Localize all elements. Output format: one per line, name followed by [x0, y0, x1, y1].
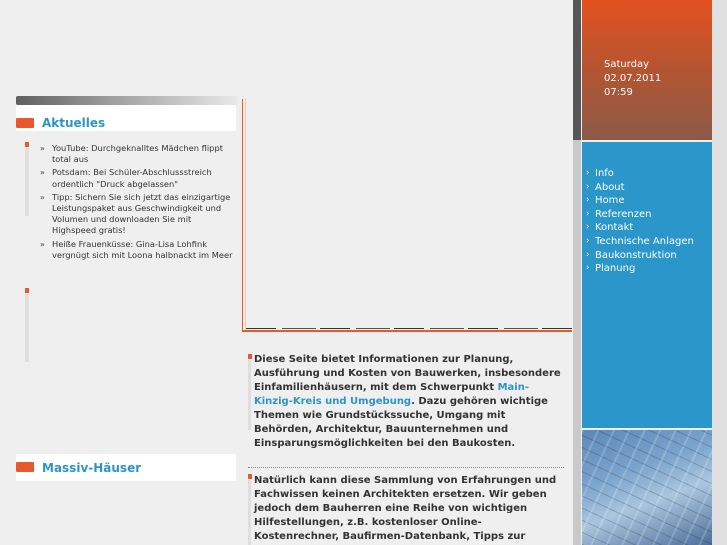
- news-item-2[interactable]: [40, 167, 238, 189]
- nav-item-label[interactable]: Info: [595, 168, 614, 179]
- content-frame-dash-line: [246, 328, 572, 329]
- paragraph-divider: [248, 467, 564, 468]
- chevron-right-icon: ›: [586, 195, 590, 206]
- aktuelles-title: Aktuelles: [42, 116, 106, 130]
- chevron-right-icon: ›: [586, 249, 590, 260]
- second-paragraph: Natürlich kann diese Sammlung von Erfahrungen und Fachwissen keinen Architekten ersetzen. Wir geben jedoch dem Bauherren eine Reihe von wichtigen Hilfestellungen, z.B. kostenloser Online-Kostenrechner, Baufirmen-Datenbank, Tipps zur: [254, 475, 557, 542]
- double-chevron-icon: »: [40, 144, 45, 153]
- news-item-4[interactable]: [40, 239, 238, 261]
- nav-item-label[interactable]: Home: [595, 195, 625, 207]
- left-header-shadow: [16, 96, 238, 105]
- intro-text-start: Diese Seite bietet Informationen zur Planung, Ausführung und Kosten von Bauwerken, insbesondere Einfamilienhäusern, mit dem Schwerpunkt: [254, 354, 561, 393]
- news-item-1[interactable]: [40, 143, 238, 165]
- nav-panel: [582, 142, 712, 428]
- massiv-marker-icon: [16, 462, 34, 472]
- nav-item-referenzen[interactable]: [582, 208, 712, 222]
- chevron-right-icon: ›: [586, 208, 590, 219]
- para2-marker: [248, 474, 252, 479]
- news-item-3[interactable]: [40, 192, 238, 237]
- chevron-right-icon: ›: [586, 235, 590, 246]
- aktuelles-strip: [25, 148, 29, 216]
- content-frame-bottom: [242, 330, 572, 332]
- region-link[interactable]: Main-Kinzig-Kreis und Umgebung: [254, 382, 529, 407]
- chevron-right-icon: ›: [586, 263, 590, 274]
- nav-item-label[interactable]: Technische Anlagen: [595, 235, 694, 247]
- news-item-text[interactable]: Tipp: Sichern Sie sich jetzt das einzigartige Leistungspaket aus Geschwindigkeit und Volumen und downloaden Sie mit Highspeed gratis!: [52, 191, 231, 236]
- nav-item-home[interactable]: [582, 194, 712, 208]
- nav-item-about[interactable]: [582, 181, 712, 195]
- column-divider-top: [573, 0, 581, 140]
- section-strip: [25, 294, 29, 362]
- news-item-text[interactable]: YouTube: Durchgeknalltes Mädchen flippt total aus: [52, 143, 223, 165]
- chevron-right-icon: ›: [586, 168, 590, 178]
- news-list: [40, 143, 238, 263]
- nav-item-label[interactable]: Planung: [595, 263, 636, 275]
- nav-menu: [582, 167, 712, 276]
- nav-item-label[interactable]: Referenzen: [595, 208, 652, 220]
- nav-item-info[interactable]: [582, 167, 712, 181]
- nav-item-label[interactable]: Kontakt: [595, 222, 634, 234]
- nav-item-label[interactable]: Baukonstruktion: [595, 249, 677, 261]
- date-panel: [582, 0, 712, 140]
- nav-item-technische-anlagen[interactable]: [582, 235, 712, 249]
- aktuelles-marker-icon: [16, 118, 34, 128]
- nav-item-label[interactable]: About: [595, 181, 625, 193]
- news-item-text[interactable]: Potsdam: Bei Schüler-Abschlussstreich ordentlich "Druck abgelassen": [52, 167, 212, 189]
- nav-item-kontakt[interactable]: [582, 221, 712, 235]
- para2-strip: [248, 480, 251, 545]
- nav-item-baukonstruktion[interactable]: [582, 249, 712, 263]
- right-edge-strip: [712, 0, 727, 545]
- para1-marker: [248, 354, 252, 359]
- aktuelles-strip-marker: [25, 142, 29, 147]
- content-frame-left: [242, 99, 243, 332]
- nav-item-planung[interactable]: [582, 262, 712, 276]
- chevron-right-icon: ›: [586, 222, 590, 233]
- double-chevron-icon: »: [40, 168, 45, 178]
- intro-paragraph: [254, 353, 566, 451]
- news-item-text[interactable]: Heiße Frauenküsse: Gina-Lisa Lohfink vergnügt sich mit Loona halbnackt im Meer: [52, 238, 233, 260]
- time-text: 07:59: [604, 87, 633, 98]
- intro-text-end: . Dazu gehören wichtige Themen wie Grundstückssuche, Umgang mit Behörden, Architektur, Bauunternehmen und Einsparungsmöglichkeiten bei den Baukosten.: [254, 396, 548, 449]
- section-strip-marker: [25, 288, 29, 293]
- date-text: 02.07.2011: [604, 73, 662, 84]
- chevron-right-icon: ›: [586, 181, 590, 192]
- building-facade-image: [582, 430, 712, 545]
- para1-strip: [248, 360, 251, 430]
- double-chevron-icon: »: [40, 239, 45, 249]
- weekday-text: Saturday: [604, 59, 650, 70]
- massiv-title: Massiv-Häuser: [42, 461, 142, 475]
- double-chevron-icon: »: [40, 192, 45, 202]
- content-frame-left-inner: [245, 99, 246, 332]
